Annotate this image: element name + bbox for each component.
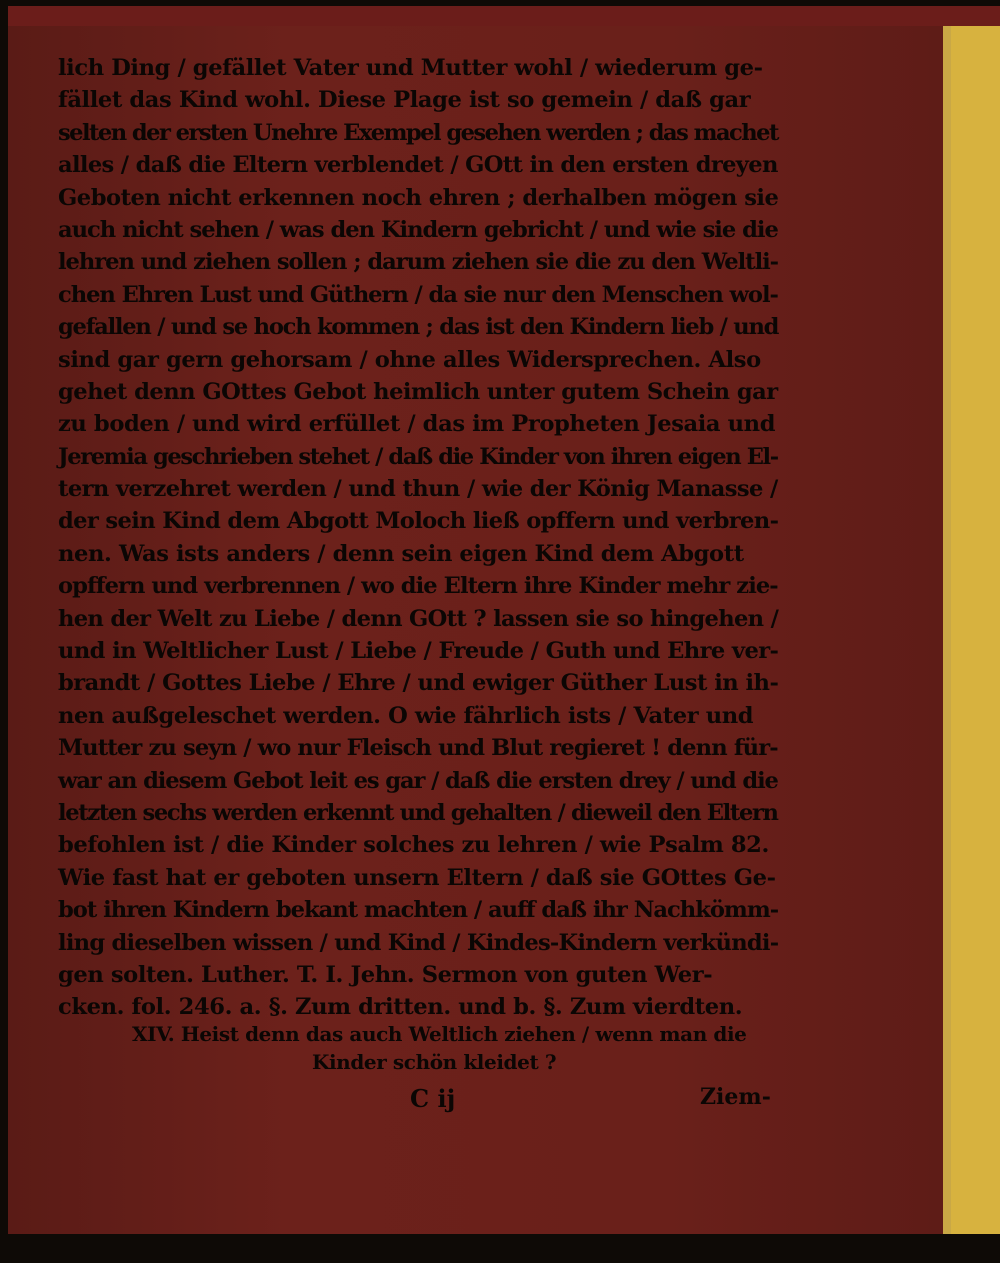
body-line: fället das Kind wohl. Diese Plage ist so gemein / daß gar xyxy=(58,87,751,114)
question-heading xyxy=(132,1020,772,1076)
body-line: nen außgeleschet werden. O wie fährlich ists / Vater und xyxy=(58,702,754,729)
body-line: zu boden / und wird erfüllet / das im Propheten Jesaia und xyxy=(58,411,776,438)
body-line: hen der Welt zu Liebe / denn GOtt ? lassen sie so hingehen / xyxy=(58,605,779,632)
body-line: bot ihren Kindern bekant machten / auff daß ihr Nachkömm- xyxy=(58,897,779,924)
signature-mark: C ij xyxy=(410,1084,456,1113)
body-line: cken. fol. 246. a. §. Zum dritten. und b. §. Zum vierdten. xyxy=(58,994,743,1021)
body-line: brandt / Gottes Liebe / Ehre / und ewiger Güther Lust in ih- xyxy=(58,670,779,697)
body-line: Jeremia geschrieben stehet / daß die Kinder von ihren eigen El- xyxy=(58,443,778,470)
body-line: war an diesem Gebot leit es gar / daß die ersten drey / und die xyxy=(58,767,778,794)
body-line: Wie fast hat er geboten unsern Eltern / daß sie GOttes Ge- xyxy=(58,864,776,891)
body-line: gehet denn GOttes Gebot heimlich unter gutem Schein gar xyxy=(58,378,778,405)
body-line: gefallen / und se hoch kommen ; das ist den Kindern lieb / und xyxy=(58,314,779,341)
question-line-2: Kinder schön kleidet ? xyxy=(312,1050,557,1074)
body-line: der sein Kind dem Abgott Moloch ließ opffern und verbren- xyxy=(58,508,779,535)
page-top-bleed xyxy=(8,6,1000,26)
catchword: Ziem- xyxy=(700,1084,771,1110)
body-line: Mutter zu seyn / wo nur Fleisch und Blut regieret ! denn für- xyxy=(58,735,778,762)
body-line: gen solten. Luther. T. I. Jehn. Sermon von guten Wer- xyxy=(58,961,713,988)
body-line: nen. Was ists anders / denn sein eigen Kind dem Abgott xyxy=(58,540,744,567)
body-line: selten der ersten Unehre Exempel gesehen werden ; das machet xyxy=(58,119,778,146)
body-line: lehren und ziehen sollen ; darum ziehen sie die zu den Weltli- xyxy=(58,249,779,276)
body-line: ling dieselben wissen / und Kind / Kindes-Kindern verkündi- xyxy=(58,929,779,956)
body-line: befohlen ist / die Kinder solches zu lehren / wie Psalm 82. xyxy=(58,832,769,859)
body-text xyxy=(58,52,778,1024)
body-line: und in Weltlicher Lust / Liebe / Freude / Guth und Ehre ver- xyxy=(58,638,779,665)
body-line: alles / daß die Eltern verblendet / GOtt in den ersten dreyen xyxy=(58,152,778,179)
body-line: chen Ehren Lust und Güthern / da sie nur den Menschen wol- xyxy=(58,281,778,308)
scan-bottom-border xyxy=(0,1234,1000,1263)
body-line: lich Ding / gefället Vater und Mutter wohl / wiederum ge- xyxy=(58,55,763,81)
question-line-1: XIV. Heist denn das auch Weltlich ziehen / wenn man die xyxy=(132,1022,747,1046)
body-line: Geboten nicht erkennen noch ehren ; derhalben mögen sie xyxy=(58,184,779,211)
body-line: auch nicht sehen / was den Kindern gebricht / und wie sie die xyxy=(58,216,778,243)
body-line: sind gar gern gehorsam / ohne alles Widersprechen. Also xyxy=(58,346,761,373)
scan-left-border xyxy=(0,0,8,1263)
body-line: letzten sechs werden erkennt und gehalten / dieweil den Eltern xyxy=(58,799,778,826)
body-line: opffern und verbrennen / wo die Eltern ihre Kinder mehr zie- xyxy=(58,573,778,600)
body-line: tern verzehret werden / und thun / wie der König Manasse / xyxy=(58,476,778,503)
page-edge xyxy=(943,26,951,1234)
